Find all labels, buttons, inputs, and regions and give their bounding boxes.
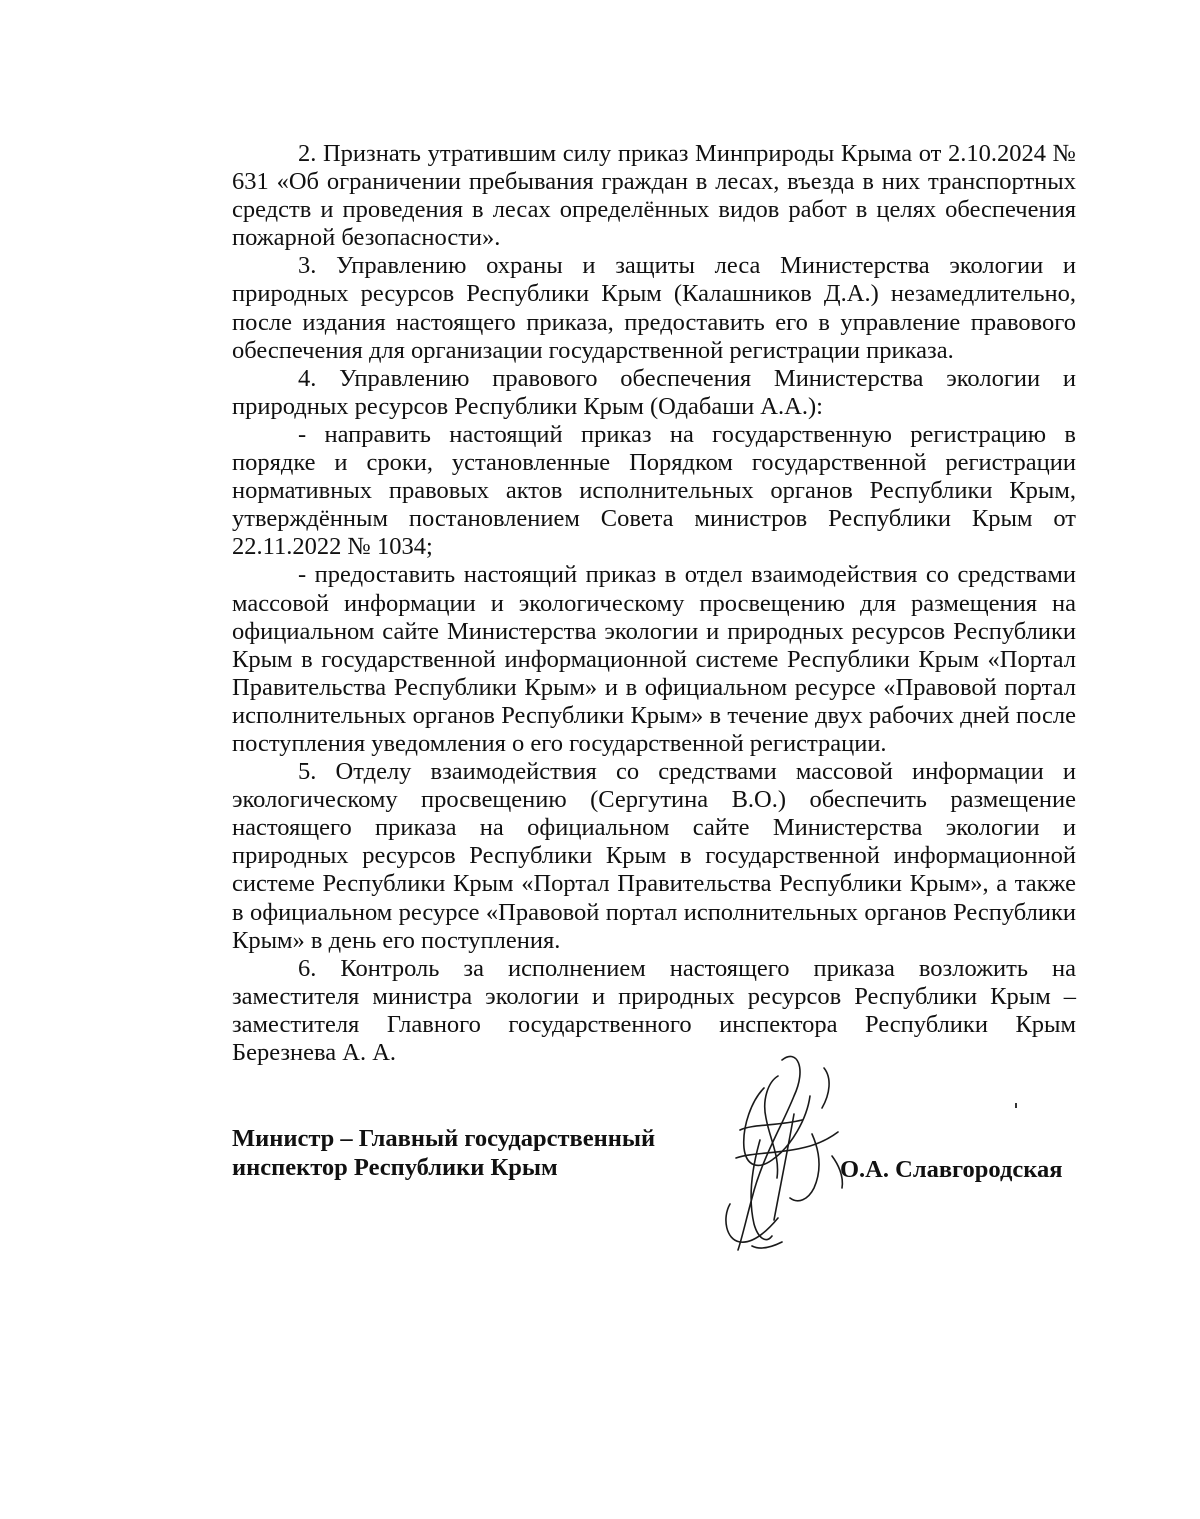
document-body xyxy=(232,140,1076,1067)
paragraph-item-3: 3. Управлению охраны и защиты леса Министерства экологии и природных ресурсов Республики Крым (Калашников Д.А.) незамедлительно, после издания настоящего приказа, предоставить его в управление правового обеспечения для организации государственной регистрации приказа. xyxy=(232,252,1076,364)
signatory-name: О.А. Славгородская xyxy=(840,1156,1063,1183)
paragraph-item-4-subitem-1: - направить настоящий приказ на государственную регистрацию в порядке и сроки, установленные Порядком государственной регистрации нормативных правовых актов исполнительных органов Республики Крым, утверждённым постановлением Совета министров Республики Крым от 22.11.2022 № 1034; xyxy=(232,420,1076,561)
paragraph-item-6: 6. Контроль за исполнением настоящего приказа возложить на заместителя министра экологии и природных ресурсов Республики Крым – заместителя Главного государственного инспектора Республики Крым Березнева А. А. xyxy=(232,954,1076,1066)
signatory-title-line-2: инспектор Республики Крым xyxy=(232,1154,558,1181)
signatory-title xyxy=(232,1124,655,1182)
paragraph-item-2: 2. Признать утратившим силу приказ Минприроды Крыма от 2.10.2024 № 631 «Об ограничении пребывания граждан в лесах, въезда в них транспортных средств и проведения в лесах определённых видов работ в целях обеспечения пожарной безопасности». xyxy=(232,140,1076,252)
paragraph-item-4: 4. Управлению правового обеспечения Министерства экологии и природных ресурсов Республики Крым (Одабаши А.А.): xyxy=(232,364,1076,420)
scan-speck xyxy=(1015,1103,1017,1108)
signature-block xyxy=(232,1124,1076,1264)
paragraph-item-5: 5. Отделу взаимодействия со средствами массовой информации и экологическому просвещению (Сергутина В.О.) обеспечить размещение настоящего приказа на официальном сайте Министерства экологии и природных ресурсов Республики Крым в государственной информационной системе Республики Крым «Портал Правительства Республики Крым», а также в официальном ресурсе «Правовой портал исполнительных органов Республики Крым» в день его поступления. xyxy=(232,758,1076,954)
handwritten-signature-icon xyxy=(682,1048,852,1258)
paragraph-item-4-subitem-2: - предоставить настоящий приказ в отдел взаимодействия со средствами массовой информации и экологическому просвещению для размещения на официальном сайте Министерства экологии и природных ресурсов Республики Крым в государственной информационной системе Республики Крым «Портал Правительства Республики Крым» и в официальном ресурсе «Правовой портал исполнительных органов Республики Крым» в течение двух рабочих дней после поступления уведомления о его государственной регистрации. xyxy=(232,561,1076,757)
signatory-title-line-1: Министр – Главный государственный xyxy=(232,1125,656,1152)
